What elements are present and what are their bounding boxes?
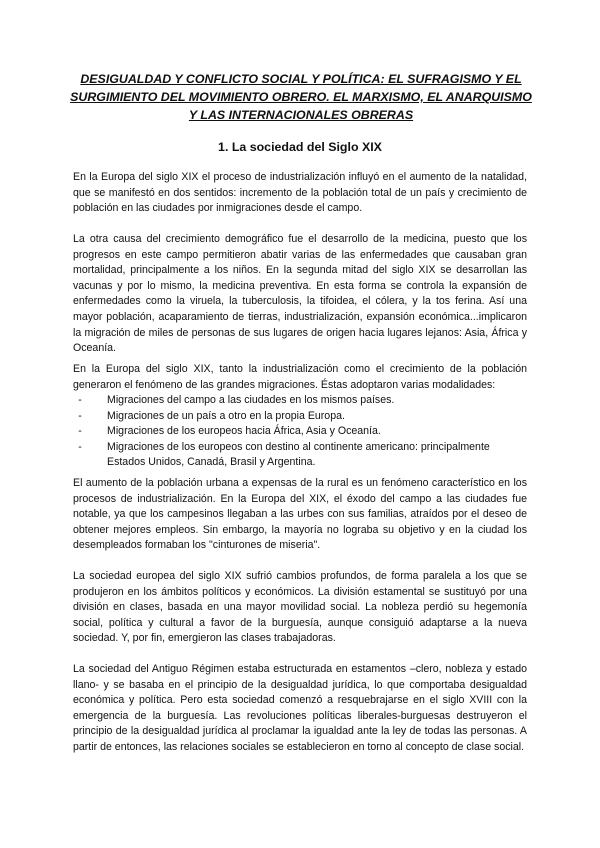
- paragraph-poblacion-urbana: El aumento de la población urbana a expensas de la rural es un fenómeno característico en los procesos de industrialización. En la Europa del XIX, el éxodo del campo a las ciudades fue notable, ya que los campesinos llegaban a las urbes con sus familias, atraídos por el deseo de obtener mejores empleos. Sin embargo, la mayoría no lograba su objetivo y en la ciudad los desempleados formaban los "cinturones de miseria".: [73, 477, 527, 552]
- section-heading: 1. La sociedad del Siglo XIX: [218, 140, 382, 154]
- paragraph-sociedad-europea: La sociedad europea del siglo XIX sufrió cambios profundos, de forma paralela a los que se produjeron en los ámbitos políticos y económicos. La división estamental se sustituyó por una división en clases, basada en una mayor movilidad social. La nobleza perdió su hegemonía social, política y cultural a favor de la burguesía, aunque consiguió adaptarse a la nueva sociedad. Y, por fin, emergieron las clases trabajadoras.: [73, 570, 527, 645]
- list-item: [73, 393, 527, 409]
- list-item-text: Migraciones del campo a las ciudades en los mismos países.: [107, 394, 395, 406]
- list-item-text: Migraciones de un país a otro en la propia Europa.: [107, 409, 345, 422]
- paragraph-natalidad: En la Europa del siglo XIX el proceso de industrialización influyó en el aumento de la natalidad, que se manifestó en dos sentidos: incremento de la población total de un país y crecimiento de población en las ciudades por inmigraciones desde el campo.: [73, 171, 527, 215]
- list-item-text: Migraciones de los europeos con destino al continente americano: principalmente Estados Unidos, Canadá, Brasil y Argentina.: [107, 440, 490, 469]
- migration-list: [73, 393, 527, 471]
- list-item-text: Migraciones de los europeos hacia África, Asia y Oceanía.: [107, 425, 381, 438]
- list-item: [73, 440, 527, 471]
- list-bullet: -: [78, 409, 82, 422]
- paragraph-migraciones: En la Europa del siglo XIX, tanto la industrialización como el crecimiento de la población generaron el fenómeno de las grandes migraciones. Éstas adoptaron varias modalidades:: [73, 363, 527, 391]
- list-item: [73, 409, 527, 425]
- document-title: DESIGUALDAD Y CONFLICTO SOCIAL Y POLÍTICA: EL SUFRAGISMO Y EL SURGIMIENTO DEL MOVIMIENTO OBRERO. EL MARXISMO, EL ANARQUISMO Y LAS INTERNACIONALES OBRERAS: [70, 72, 532, 122]
- paragraph-antiguo-regimen: La sociedad del Antiguo Régimen estaba estructurada en estamentos –clero, nobleza y estado llano- y se basaba en el principio de la desigualdad jurídica, lo que comportaba desigualdad económica y política. Pero esta sociedad comenzó a resquebrajarse en el siglo XVIII con la emergencia de la burguesía. Las revoluciones políticas liberales-burguesas destruyeron el principio de la desigualdad jurídica al proclamar la igualdad ante la ley de todas las personas. A partir de entonces, las relaciones sociales se establecieron en torno al concepto de clase social.: [73, 663, 527, 753]
- list-bullet: -: [78, 394, 82, 406]
- list-item: [73, 424, 527, 440]
- list-bullet: -: [78, 425, 82, 438]
- list-bullet: -: [78, 440, 82, 453]
- paragraph-medicina: La otra causa del crecimiento demográfico fue el desarrollo de la medicina, puesto que los progresos en este campo permitieron abatir varias de las enfermedades que causaban gran mortalidad, principalmente a los niños. En la segunda mitad del siglo XIX se desarrollan las vacunas y por lo mismo, la medicina preventiva. En esta forma se controla la expansión de enfermedades como la viruela, la tuberculosis, la tifoidea, el cólera, y la tos ferina. Así una mayor población, acaparamiento de tierras, industrialización, expansión económica...implicaron la migración de miles de personas de sus lugares de origen hacia lugares lejanos: Asia, África y Oceanía.: [73, 233, 527, 355]
